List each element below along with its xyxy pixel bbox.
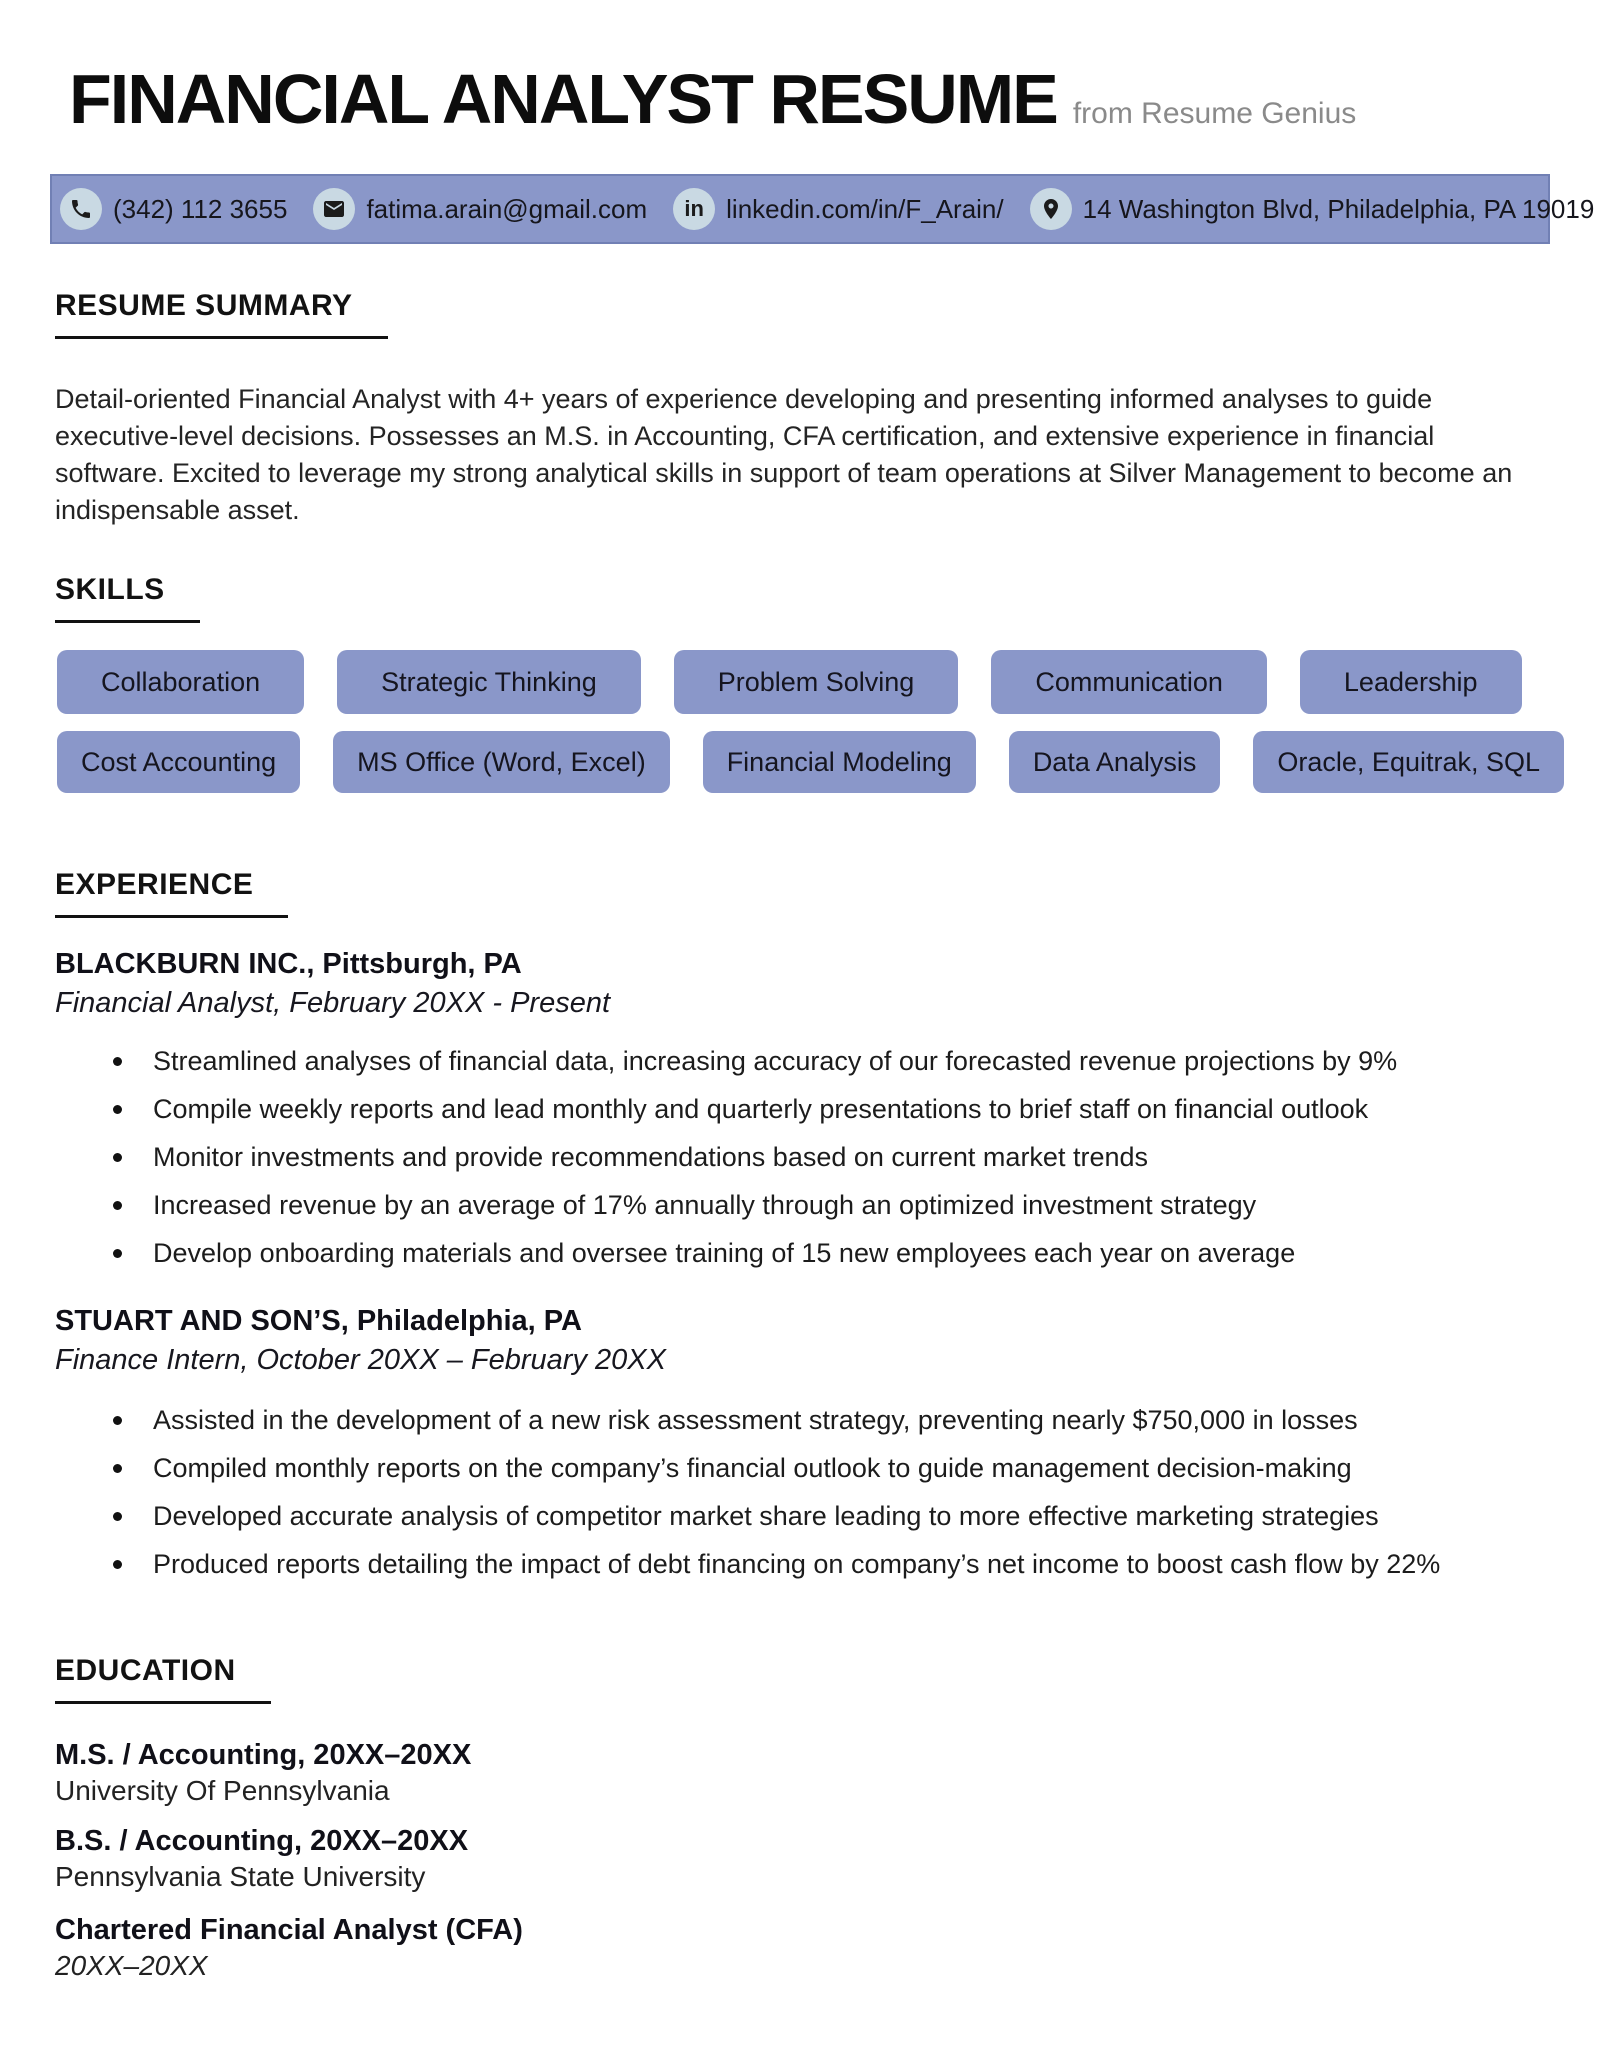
skill-chip: Oracle, Equitrak, SQL <box>1253 731 1564 793</box>
bullet-text: Produced reports detailing the impact of debt financing on company’s net income to boost cash flow by 22% <box>153 1549 1441 1579</box>
skill-chip: Strategic Thinking <box>337 650 641 714</box>
skills-section <box>55 574 1545 793</box>
education-degree-line: M.S. / Accounting, 20XX–20XX <box>55 1739 472 1771</box>
job-bullet <box>55 1229 1545 1277</box>
location-icon <box>1030 188 1072 230</box>
jobs-container <box>55 948 1545 1588</box>
job-bullet <box>55 1396 1545 1444</box>
job-company-line: STUART AND SON’S, Philadelphia, PA <box>55 1305 582 1337</box>
job-bullet <box>55 1492 1545 1540</box>
bullet-dot <box>113 1153 122 1162</box>
contact-text: linkedin.com/in/F_Arain/ <box>726 193 1004 224</box>
skill-chip: Cost Accounting <box>57 731 300 793</box>
skill-chip: Leadership <box>1300 650 1522 714</box>
job-bullet <box>55 1444 1545 1492</box>
contact-bar <box>50 174 1595 244</box>
email-icon <box>313 188 355 230</box>
contact-text: (342) 112 3655 <box>113 193 288 224</box>
skills-heading: SKILLS <box>55 574 200 623</box>
bullet-dot <box>113 1105 122 1114</box>
bullet-dot <box>113 1416 122 1425</box>
bullet-text: Streamlined analyses of financial data, increasing accuracy of our forecasted revenue projections by 9% <box>153 1046 1398 1076</box>
bullet-text: Compile weekly reports and lead monthly and quarterly presentations to brief staff on financial outlook <box>153 1094 1369 1124</box>
summary-paragraph: Detail-oriented Financial Analyst with 4+ years of experience developing and presenting informed analyses to guide executive-level decisions. Possesses an M.S. in Accounting, CFA certification, and extensive experience in financial software. Excited to leverage my strong analytical skills in support of team operations at Silver Management to become an indispensable asset. <box>55 384 1513 525</box>
bullet-text: Increased revenue by an average of 17% annually through an optimized investment strategy <box>153 1190 1257 1220</box>
education-entry <box>55 1912 1545 1984</box>
page-title: FINANCIAL ANALYST RESUME <box>69 60 1057 138</box>
resume-summary-section <box>55 290 1545 529</box>
skill-chip: Financial Modeling <box>703 731 976 793</box>
skill-chip: Data Analysis <box>1009 731 1221 793</box>
experience-heading: EXPERIENCE <box>55 869 288 918</box>
education-school-line: University Of Pennsylvania <box>55 1775 390 1806</box>
summary-heading: RESUME SUMMARY <box>55 290 388 339</box>
skill-chip: Communication <box>991 650 1267 714</box>
bullet-dot <box>113 1201 122 1210</box>
skill-chip: MS Office (Word, Excel) <box>333 731 670 793</box>
education-school-line: Pennsylvania State University <box>55 1861 426 1892</box>
bullet-text: Develop onboarding materials and oversee training of 15 new employees each year on average <box>153 1238 1296 1268</box>
education-entry <box>55 1737 1545 1809</box>
page-title-row <box>69 60 1545 138</box>
job-bullet <box>55 1133 1545 1181</box>
job-role-dates-line: Financial Analyst, February 20XX - Present <box>55 987 611 1019</box>
education-entry <box>55 1823 1545 1895</box>
job-bullet-list <box>55 1396 1545 1588</box>
contact-text: fatima.arain@gmail.com <box>366 193 648 224</box>
contact-item <box>313 188 647 230</box>
job-entry <box>55 1305 1545 1588</box>
bullet-text: Assisted in the development of a new risk assessment strategy, preventing nearly $750,000 in losses <box>153 1405 1358 1435</box>
education-degree-line: Chartered Financial Analyst (CFA) <box>55 1914 523 1946</box>
page-title-source-note: from Resume Genius <box>1072 97 1357 130</box>
job-bullet-list <box>55 1037 1545 1277</box>
skill-chip: Collaboration <box>57 650 304 714</box>
bullet-text: Monitor investments and provide recommendations based on current market trends <box>153 1142 1148 1172</box>
education-degree-line: B.S. / Accounting, 20XX–20XX <box>55 1825 469 1857</box>
bullet-dot <box>113 1512 122 1521</box>
job-role-dates-line: Finance Intern, October 20XX – February 20XX <box>55 1344 666 1376</box>
bullet-dot <box>113 1560 122 1569</box>
contact-item <box>673 188 1003 230</box>
education-section <box>55 1655 1545 1984</box>
bullet-dot <box>113 1464 122 1473</box>
bullet-dot <box>113 1057 122 1066</box>
job-bullet <box>55 1037 1545 1085</box>
job-entry <box>55 948 1545 1277</box>
contact-text: 14 Washington Blvd, Philadelphia, PA 19019 <box>1082 193 1595 224</box>
bullet-text: Developed accurate analysis of competitor market share leading to more effective marketing strategies <box>153 1501 1379 1531</box>
contact-item <box>1030 188 1595 230</box>
skills-row-2 <box>57 731 1545 793</box>
education-school-line: 20XX–20XX <box>55 1950 208 1981</box>
job-bullet <box>55 1085 1545 1133</box>
job-bullet <box>55 1181 1545 1229</box>
education-heading: EDUCATION <box>55 1655 271 1704</box>
linkedin-icon <box>673 188 715 230</box>
phone-icon <box>60 188 102 230</box>
job-bullet <box>55 1540 1545 1588</box>
contact-item <box>60 188 287 230</box>
education-container <box>55 1737 1545 1984</box>
bullet-text: Compiled monthly reports on the company’s financial outlook to guide management decision-making <box>153 1453 1352 1483</box>
linkedin-glyph: in <box>684 196 704 221</box>
experience-section <box>55 869 1545 1588</box>
skill-chip: Problem Solving <box>674 650 959 714</box>
bullet-dot <box>113 1249 122 1258</box>
skills-row-1 <box>57 650 1545 714</box>
job-company-line: BLACKBURN INC., Pittsburgh, PA <box>55 948 522 980</box>
